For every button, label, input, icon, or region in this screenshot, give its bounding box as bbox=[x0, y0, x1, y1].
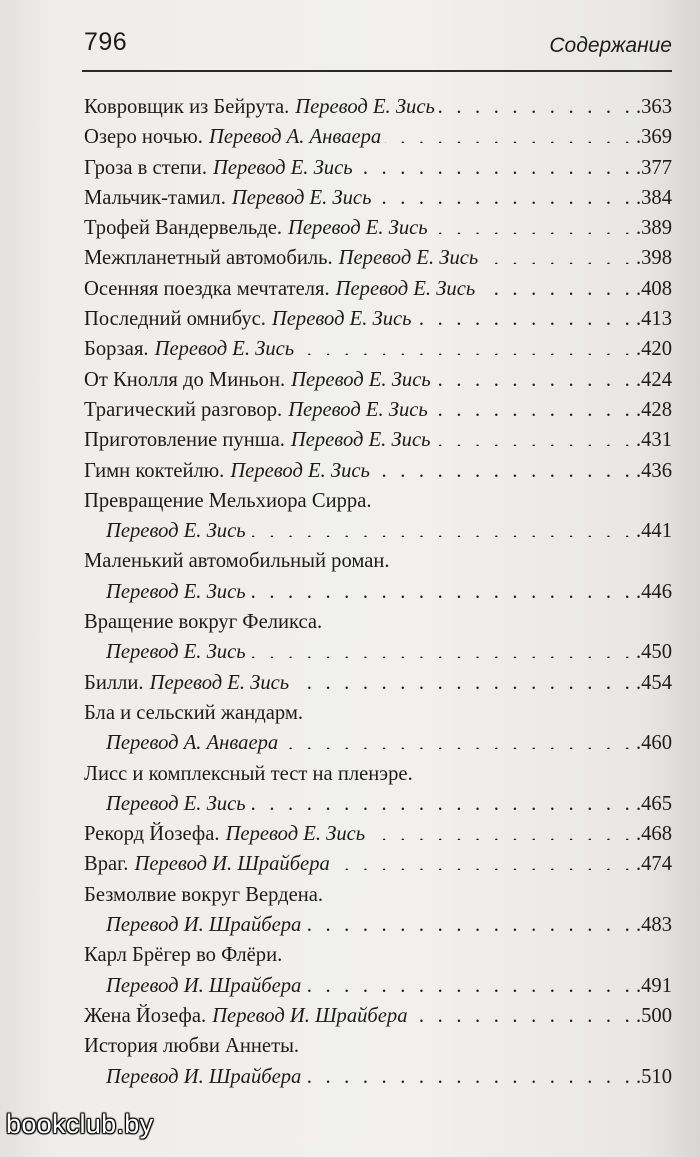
entry-title: Лисс и комплексный тест на пленэре. bbox=[84, 762, 413, 785]
leader-dots bbox=[298, 335, 634, 356]
entry-page: .377 bbox=[635, 156, 672, 179]
toc-entry bbox=[62, 274, 672, 304]
toc-entry-title-line bbox=[62, 1031, 672, 1061]
toc-entry-title-line bbox=[62, 486, 672, 516]
toc-entry bbox=[62, 456, 672, 486]
leader-dots bbox=[434, 426, 634, 447]
entry-title: Маленький автомобильный роман. bbox=[84, 550, 390, 573]
running-head: Содержание bbox=[549, 34, 672, 57]
leader-dots bbox=[432, 214, 634, 235]
toc-entry-continuation bbox=[62, 637, 672, 667]
entry-translator: Перевод Е. Зись bbox=[230, 459, 370, 482]
leader-dots bbox=[357, 153, 634, 174]
entry-page: .424 bbox=[635, 368, 672, 391]
entry-title: Приготовление пунша. bbox=[84, 429, 285, 452]
entry-page: .454 bbox=[635, 671, 672, 694]
entry-page: .474 bbox=[635, 853, 672, 876]
entry-title: Трагический разговор. bbox=[84, 398, 283, 421]
entry-page: .384 bbox=[635, 186, 672, 209]
entry-title: Гимн коктейлю. bbox=[84, 459, 225, 482]
entry-translator: Перевод Е. Зись bbox=[271, 308, 412, 331]
entry-page: .431 bbox=[635, 429, 672, 452]
entry-translator: Перевод Е. Зись bbox=[106, 792, 246, 815]
entry-page: .389 bbox=[635, 217, 672, 240]
entry-title: Межпланетный автомобиль. bbox=[84, 247, 333, 270]
entry-page: .413 bbox=[635, 308, 672, 331]
entry-title: Бла и сельский жандарм. bbox=[84, 701, 303, 724]
entry-title: Мальчик-тамил. bbox=[84, 186, 226, 209]
entry-page: .420 bbox=[635, 338, 672, 361]
entry-page: .465 bbox=[635, 792, 672, 815]
entry-title: Вращение вокруг Феликса. bbox=[84, 611, 323, 634]
toc-entry bbox=[62, 425, 672, 455]
entry-title: Жена Йозефа. bbox=[84, 1004, 207, 1027]
entry-page: .491 bbox=[635, 974, 672, 997]
toc-entry bbox=[62, 668, 672, 698]
leader-dots bbox=[412, 1001, 634, 1022]
entry-title: Осенняя поездка мечтателя. bbox=[84, 277, 330, 300]
entry-translator: Перевод А. Анваера bbox=[106, 732, 279, 755]
toc-entry bbox=[62, 395, 672, 425]
leader-dots bbox=[250, 517, 634, 538]
leader-dots bbox=[293, 668, 634, 689]
entry-title: История любви Аннеты. bbox=[84, 1035, 300, 1058]
leader-dots bbox=[305, 971, 634, 992]
entry-title: Рекорд Йозефа. bbox=[84, 823, 220, 846]
entry-page: .441 bbox=[635, 520, 672, 543]
toc-entry bbox=[62, 153, 672, 183]
entry-translator: Перевод А. Анваера bbox=[208, 126, 382, 149]
entry-page: .408 bbox=[635, 277, 672, 300]
page-header bbox=[82, 22, 672, 72]
leader-dots bbox=[435, 365, 634, 386]
entry-title: Враг. bbox=[84, 853, 129, 876]
entry-translator: Перевод Е. Зись bbox=[106, 520, 246, 543]
toc-entry-continuation bbox=[62, 516, 672, 546]
entry-title: Гроза в степи. bbox=[84, 156, 207, 179]
toc-entry bbox=[62, 365, 672, 395]
entry-translator: Перевод И. Шрайбера bbox=[212, 1004, 408, 1027]
entry-title: Озеро ночью. bbox=[84, 126, 203, 149]
entry-page: .363 bbox=[635, 96, 672, 118]
entry-page: .398 bbox=[635, 247, 672, 270]
entry-title: Ковровщик из Бейрута. bbox=[84, 96, 290, 118]
table-of-contents bbox=[62, 92, 672, 1092]
leader-dots bbox=[375, 183, 634, 204]
toc-entry-continuation bbox=[62, 789, 672, 819]
toc-entry bbox=[62, 243, 672, 273]
leader-dots bbox=[282, 729, 634, 750]
leader-dots bbox=[416, 304, 634, 325]
entry-page: .369 bbox=[635, 126, 672, 149]
leader-dots bbox=[250, 789, 634, 810]
toc-entry bbox=[62, 92, 672, 122]
page-number: 796 bbox=[84, 28, 128, 56]
entry-translator: Перевод И. Шрайбера bbox=[106, 974, 302, 997]
toc-entry bbox=[62, 304, 672, 334]
entry-translator: Перевод Е. Зись bbox=[295, 96, 435, 118]
entry-translator: Перевод Е. Зись bbox=[212, 156, 353, 179]
entry-translator: Перевод И. Шрайбера bbox=[134, 853, 330, 876]
leader-dots bbox=[439, 92, 634, 113]
leader-dots bbox=[250, 638, 634, 659]
entry-page: .436 bbox=[635, 459, 672, 482]
toc-entry bbox=[62, 819, 672, 849]
toc-entry-continuation bbox=[62, 971, 672, 1001]
entry-title: Трофей Вандервельде. bbox=[84, 217, 283, 240]
leader-dots bbox=[385, 123, 634, 144]
entry-translator: Перевод И. Шрайбера bbox=[106, 914, 302, 937]
entry-translator: Перевод Е. Зись bbox=[231, 186, 372, 209]
toc-entry bbox=[62, 334, 672, 364]
entry-title: Карл Брёгер во Флёри. bbox=[84, 944, 283, 967]
toc-entry-title-line bbox=[62, 880, 672, 910]
entry-translator: Перевод Е. Зись bbox=[225, 823, 366, 846]
leader-dots bbox=[305, 1062, 634, 1083]
entry-page: .446 bbox=[635, 580, 672, 603]
toc-entry-title-line bbox=[62, 759, 672, 789]
entry-translator: Перевод Е. Зись bbox=[291, 368, 431, 391]
entry-title: Борзая. bbox=[84, 338, 149, 361]
entry-translator: Перевод Е. Зись bbox=[106, 641, 246, 664]
entry-translator: Перевод Е. Зись bbox=[154, 338, 295, 361]
leader-dots bbox=[250, 577, 634, 598]
leader-dots bbox=[305, 910, 634, 931]
watermark-text: bookclub.by bbox=[6, 1109, 154, 1139]
entry-translator: Перевод Е. Зись bbox=[338, 247, 479, 270]
entry-page: .468 bbox=[635, 823, 672, 846]
toc-entry-continuation bbox=[62, 728, 672, 758]
toc-entry-title-line bbox=[62, 546, 672, 576]
leader-dots bbox=[369, 820, 634, 841]
entry-translator: Перевод Е. Зись bbox=[335, 277, 476, 300]
entry-page: .510 bbox=[635, 1065, 672, 1088]
entry-translator: Перевод Е. Зись bbox=[288, 398, 428, 421]
toc-entry-title-line bbox=[62, 940, 672, 970]
entry-title: Последний омнибус. bbox=[84, 308, 266, 331]
toc-entry-continuation bbox=[62, 577, 672, 607]
entry-page: .460 bbox=[635, 732, 672, 755]
entry-page: .500 bbox=[635, 1004, 672, 1027]
leader-dots bbox=[482, 244, 634, 265]
toc-entry-title-line bbox=[62, 607, 672, 637]
leader-dots bbox=[374, 456, 634, 477]
entry-translator: Перевод Е. Зись bbox=[288, 217, 428, 240]
entry-page: .483 bbox=[635, 914, 672, 937]
entry-translator: Перевод Е. Зись bbox=[290, 429, 431, 452]
toc-entry bbox=[62, 183, 672, 213]
entry-title: Превращение Мельхиора Сирра. bbox=[84, 489, 372, 512]
toc-entry bbox=[62, 1001, 672, 1031]
toc-entry-title-line bbox=[62, 698, 672, 728]
toc-entry-continuation bbox=[62, 910, 672, 940]
entry-title: Безмолвие вокруг Вердена. bbox=[84, 883, 324, 906]
entry-title: От Кнолля до Миньон. bbox=[84, 368, 286, 391]
toc-entry bbox=[62, 213, 672, 243]
toc-entry-continuation bbox=[62, 1062, 672, 1092]
toc-entry bbox=[62, 849, 672, 879]
entry-translator: Перевод И. Шрайбера bbox=[106, 1065, 302, 1088]
leader-dots bbox=[334, 850, 634, 871]
toc-entry bbox=[62, 122, 672, 152]
leader-dots bbox=[479, 274, 634, 295]
entry-title: Билли. bbox=[84, 671, 144, 694]
entry-page: .428 bbox=[635, 398, 672, 421]
entry-translator: Перевод Е. Зись bbox=[149, 671, 290, 694]
entry-page: .450 bbox=[635, 641, 672, 664]
entry-translator: Перевод Е. Зись bbox=[106, 580, 246, 603]
leader-dots bbox=[432, 395, 634, 416]
